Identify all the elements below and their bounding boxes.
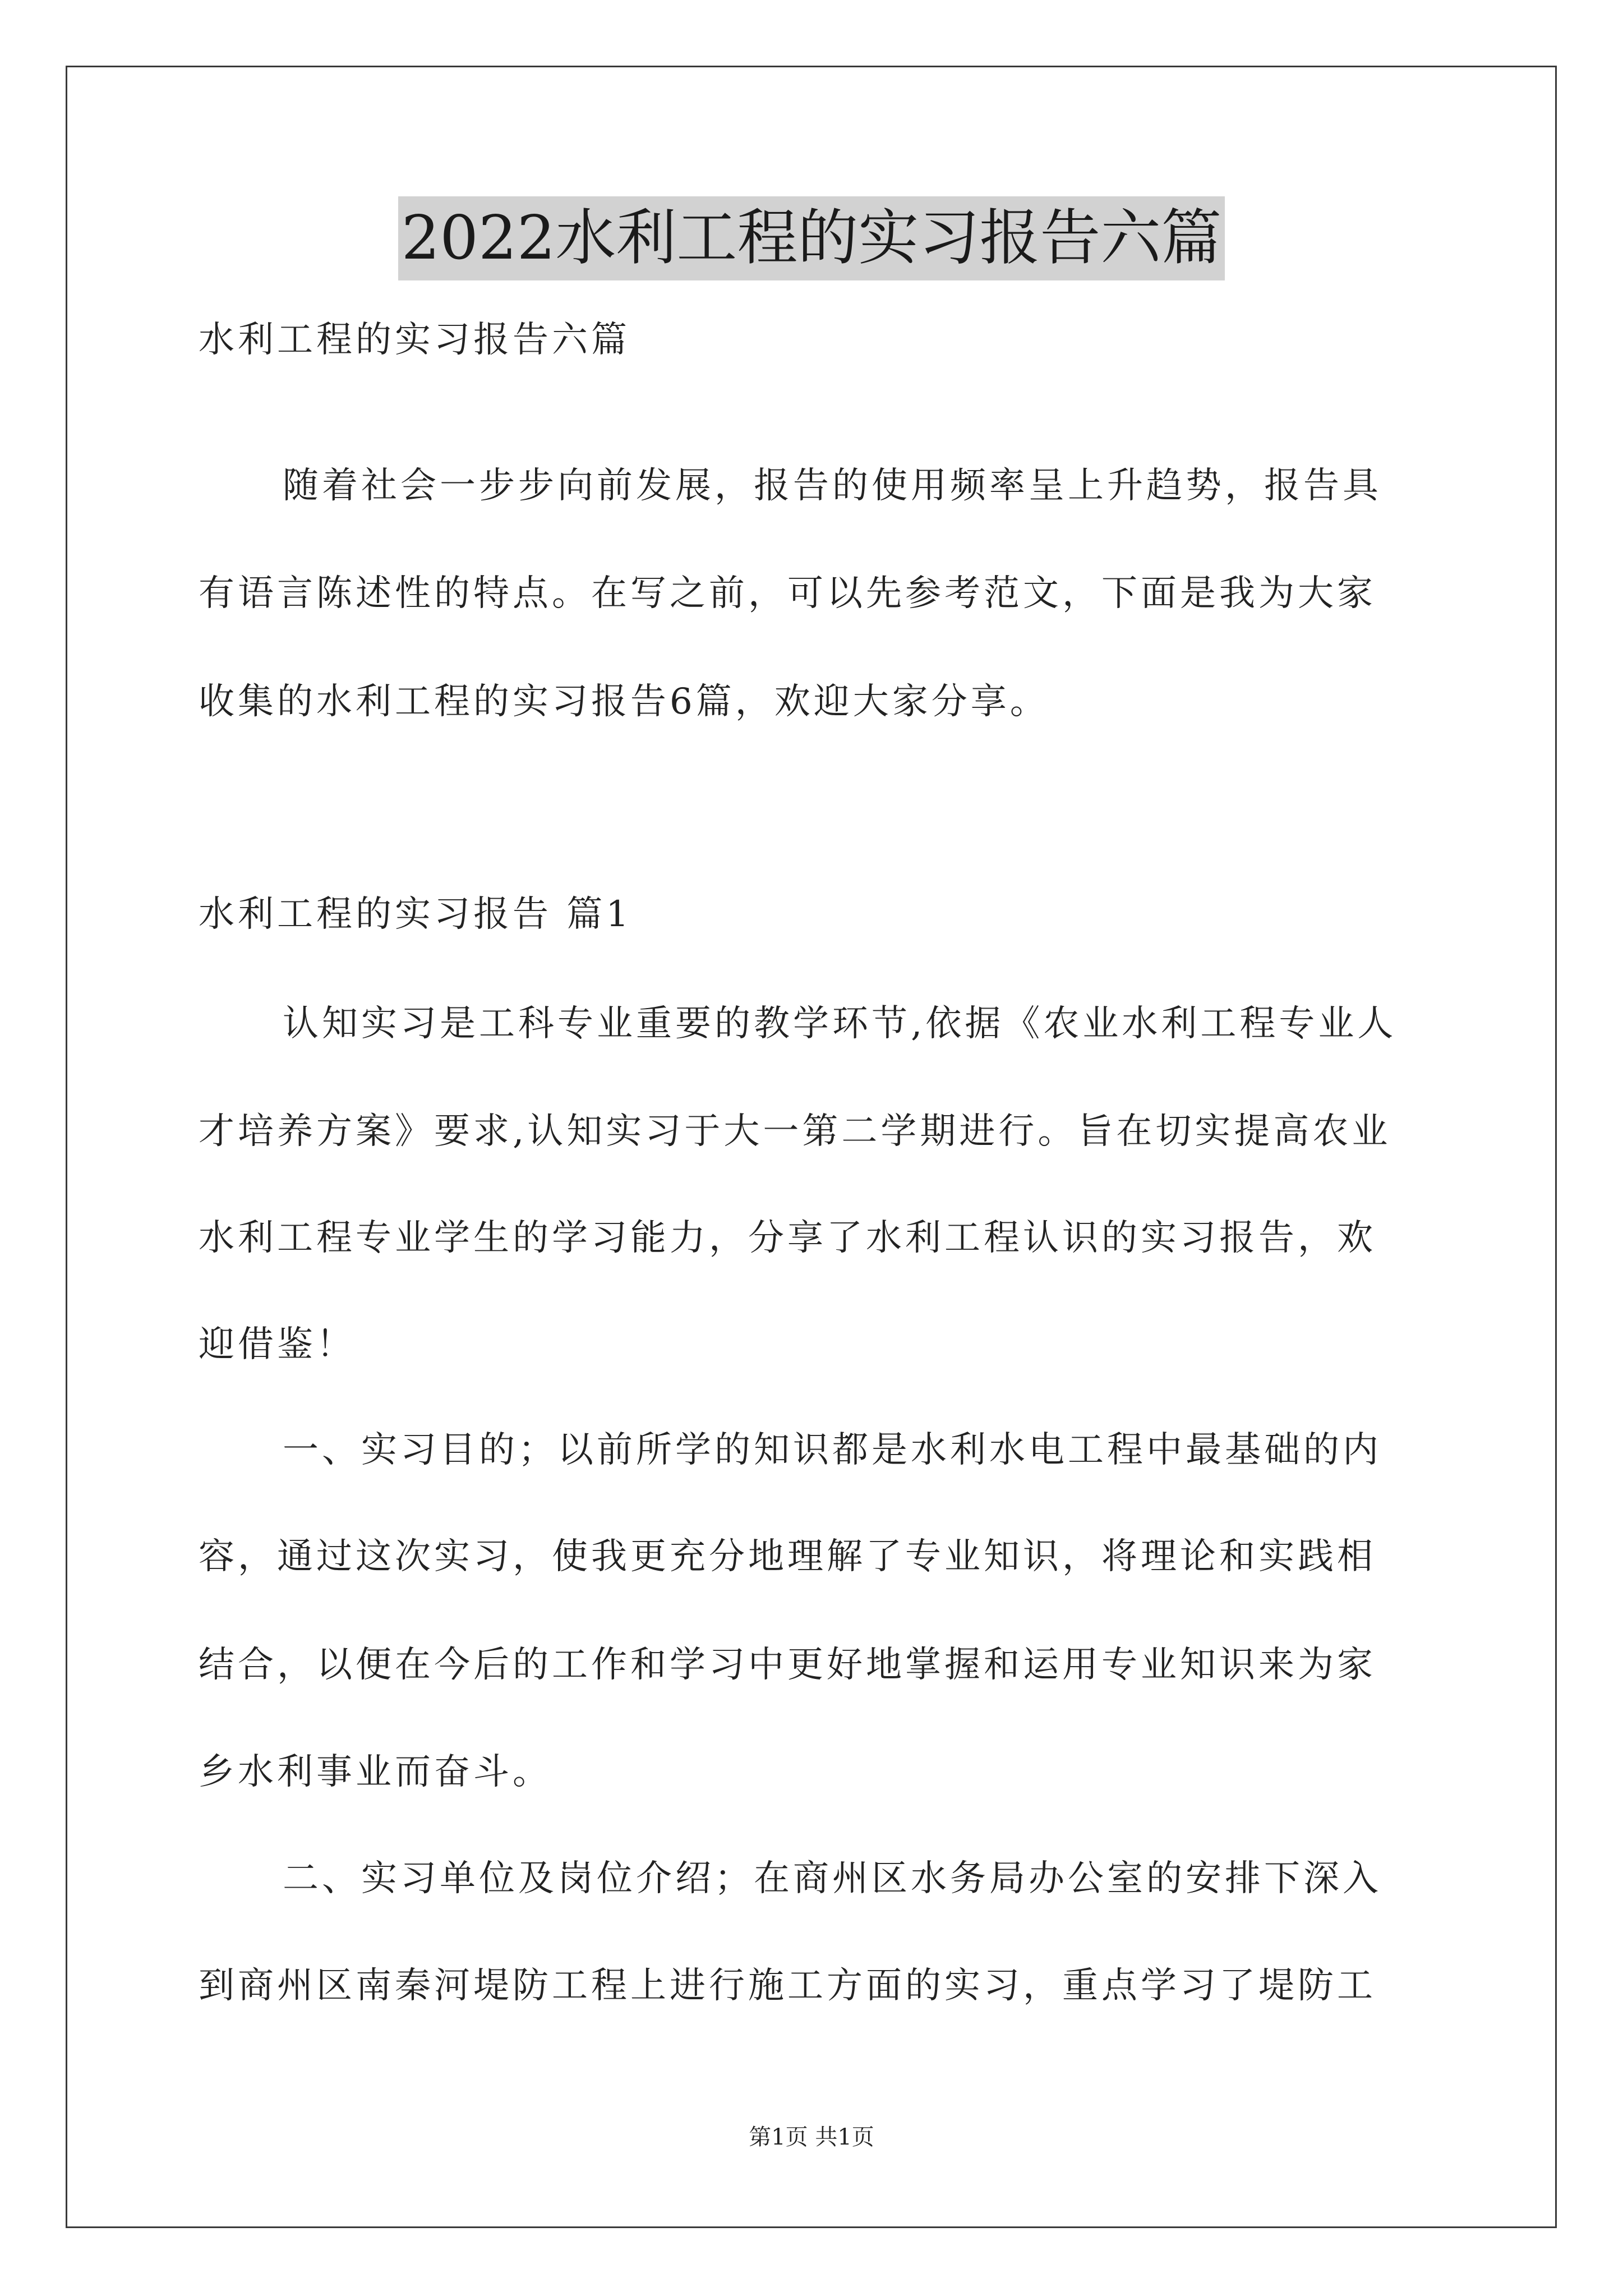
paragraph-line: 一、实习目的；以前所学的知识都是水利水电工程中最基础的内 (283, 1429, 1382, 1471)
paragraph-line: 认知实习是工科专业重要的教学环节,依据《农业水利工程专业人 (283, 1003, 1397, 1045)
paragraph-line: 乡水利事业而奋斗。 (199, 1751, 552, 1793)
paragraph-line: 迎借鉴！ (199, 1324, 356, 1365)
paragraph-line: 结合，以便在今后的工作和学习中更好地掌握和运用专业知识来为家 (199, 1644, 1376, 1686)
intro-line: 收集的水利工程的实习报告6篇，欢迎大家分享。 (199, 681, 1049, 723)
page-footer: 第1页 共1页 (749, 2124, 874, 2150)
document-title: 2022水利工程的实习报告六篇 (398, 196, 1225, 280)
paragraph-line: 才培养方案》要求,认知实习于大一第二学期进行。旨在切实提高农业 (199, 1111, 1391, 1152)
title-container (199, 196, 1424, 280)
intro-line: 有语言陈述性的特点。在写之前，可以先参考范文，下面是我为大家 (199, 573, 1376, 614)
paragraph-line: 容，通过这次实习，使我更充分地理解了专业知识，将理论和实践相 (199, 1536, 1376, 1577)
paragraph-line: 水利工程专业学生的学习能力，分享了水利工程认识的实习报告，欢 (199, 1217, 1376, 1259)
section-heading: 水利工程的实习报告 篇1 (199, 894, 633, 935)
paragraph-line: 到商州区南秦河堤防工程上进行施工方面的实习，重点学习了堤防工 (199, 1965, 1376, 2007)
intro-line: 随着社会一步步向前发展，报告的使用频率呈上升趋势，报告具 (283, 465, 1382, 507)
document-subtitle: 水利工程的实习报告六篇 (199, 319, 630, 361)
paragraph-line: 二、实习单位及岗位介绍；在商州区水务局办公室的安排下深入 (283, 1858, 1382, 1899)
